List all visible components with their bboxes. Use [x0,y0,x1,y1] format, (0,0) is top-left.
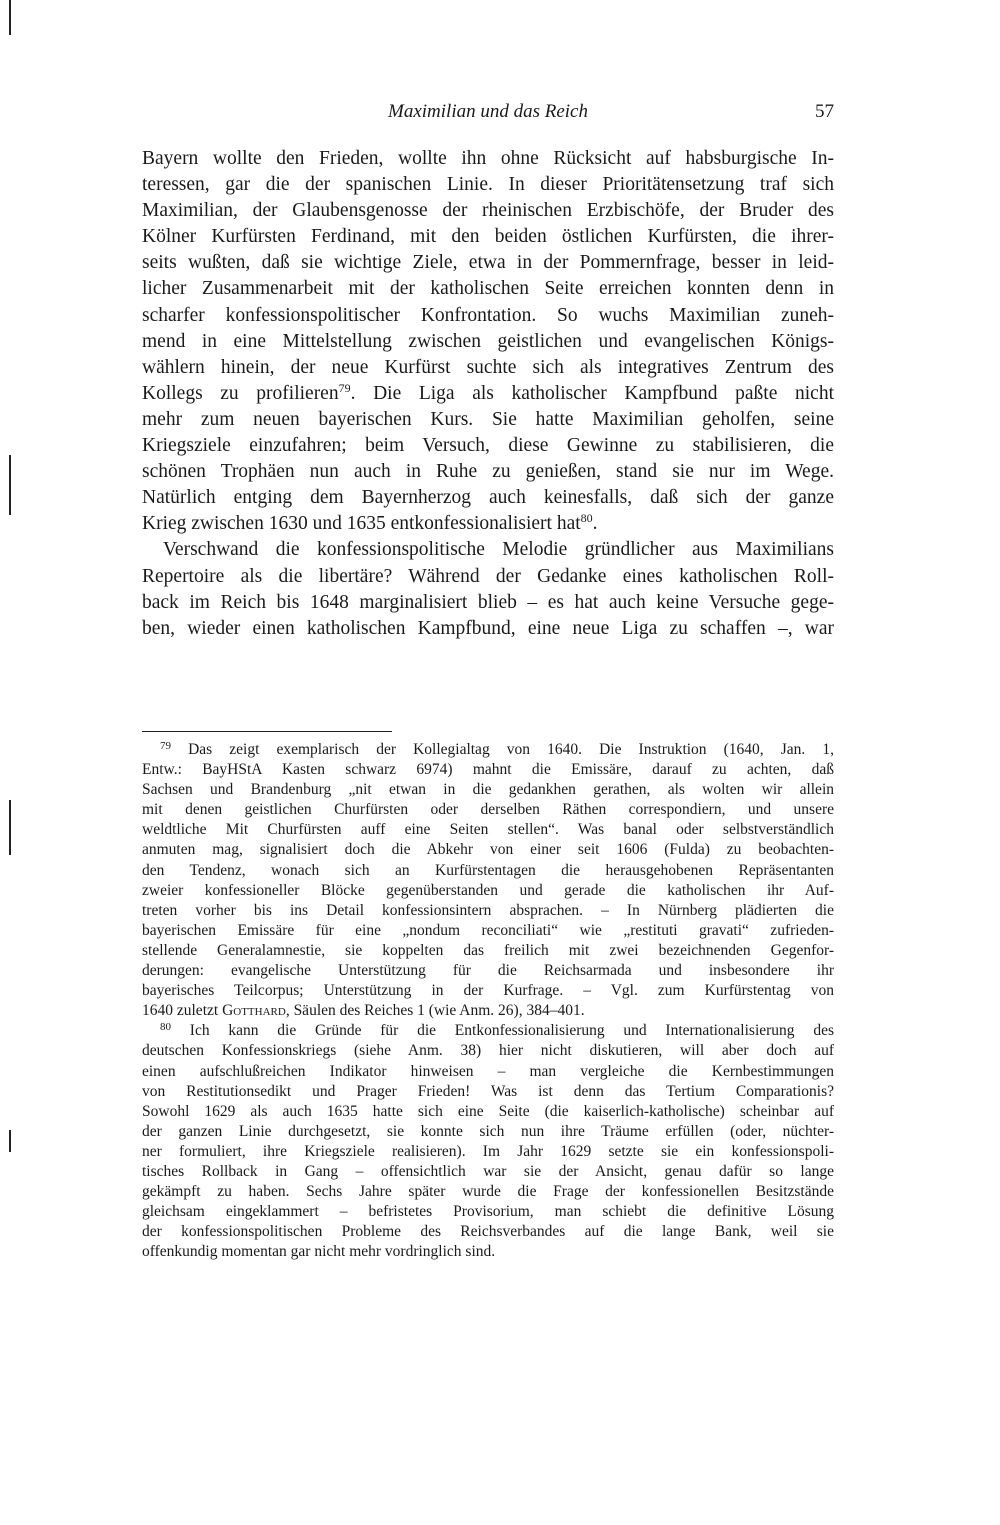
footnote-line: der konfessionspolitischen Probleme des Reichsverbandes auf die lange Bank, weil sie [142,1223,834,1241]
text-fragment: . Die Liga als katholischer Kampfbund paßte nicht [350,382,834,404]
text-fragment: . [592,513,598,535]
footnote-line: gekämpft zu haben. Sechs Jahre später wurde die Frage der konfessionellen Besitzstände [142,1183,834,1201]
scan-edge-mark [9,0,11,35]
footnote-line: stellende Generalamnestie, sie koppelten das freilich mit zwei bezeichnenden Gegenfor- [142,941,834,959]
text-fragment: Das zeigt exemplarisch der Kollegialtag von 1640. Die Instruktion (1640, Jan. 1, [188,741,835,758]
footnote-ref-80[interactable]: 80 [580,511,593,526]
text-fragment: , Säulen des Reiches 1 (wie Anm. 26), 384–401. [285,1002,585,1020]
text-line: licher Zusammenarbeit mit der katholischen Seite erreichen konnten denn in [142,278,834,300]
text-line: back im Reich bis 1648 marginalisiert blieb – es hat auch keine Versuche gege- [142,591,834,613]
text-line: Natürlich entging dem Bayernherzog auch keinesfalls, daß sich der ganze [142,487,834,509]
footnote-number: 80 [160,1021,171,1034]
footnote-line: deutschen Konfessionskriegs (siehe Anm. 38) hier nicht diskutieren, will aber doch auf [142,1042,834,1060]
footnote-line: tisches Rollback in Gang – offensichtlich war sie der Ansicht, genau dafür so lange [142,1162,834,1180]
footnote-line: anmuten mag, signalisiert doch die Abkehr von einer seit 1606 (Fulda) zu beobachten- [142,841,834,859]
text-line: mehr zum neuen bayerischen Kurs. Sie hatte Maximilian geholfen, seine [142,408,834,430]
footnote-line: ner formuliert, ihre Kriegsziele realisieren). Im Jahr 1629 setzte sie ein konfessionspoli- [142,1142,834,1160]
footnote-line: bayerisches Teilcorpus; Unterstützung in der Kurfrage. – Vgl. zum Kurfürstentag von [142,982,834,1000]
text-line [142,511,834,537]
footnote-line: derungen: evangelische Unterstützung für die Reichsarmada und insbesondere ihr [142,962,834,980]
text-line: Repertoire als die libertäre? Während der Gedanke eines katholischen Roll- [142,565,834,587]
footnote-80 [142,1021,834,1262]
text-line [142,381,834,407]
text-line: scharfer konfessionspolitischer Konfrontation. So wuchs Maximilian zuneh- [142,304,834,326]
scan-edge-mark [9,1130,11,1152]
text-line: wählern hinein, der neue Kurfürst suchte sich als integratives Zentrum des [142,356,834,378]
footnote-line [142,740,834,760]
text-line: teressen, gar die der spanischen Linie. In dieser Prioritätensetzung traf sich [142,174,834,196]
text-line: Maximilian, der Glaubensgenosse der rheinischen Erzbischöfe, der Bruder des [142,200,834,222]
footnote-number: 79 [160,740,171,752]
text-line: Kriegsziele einzufahren; beim Versuch, diese Gewinne zu stabilisieren, die [142,435,834,457]
text-fragment: Kollegs zu profilieren [142,382,339,404]
footnote-line: Sowohl 1629 als auch 1635 hatte sich eine Seite (die kaiserlich-katholische) scheinbar auf [142,1102,834,1120]
footnote-line: offenkundig momentan gar nicht mehr vordringlich sind. [142,1243,496,1261]
text-line: schönen Trophäen nun auch in Ruhe zu genießen, stand sie nur im Wege. [142,461,834,483]
text-line: seits wußten, daß sie wichtige Ziele, etwa in der Pommernfrage, besser in leid- [142,252,834,274]
footnote-79 [142,740,834,1021]
scan-edge-mark [9,800,11,855]
text-fragment: Ich kann die Gründe für die Entkonfessionalisierung und Internationalisierung des [189,1022,834,1040]
footnote-line: treten vorher bis ins Detail konfessionsintern absprachen. – In Nürnberg plädierten die [142,901,834,919]
text-line: Bayern wollte den Frieden, wollte ihn ohne Rücksicht auf habsburgische In- [142,148,834,169]
text-line: mend in eine Mittelstellung zwischen geistlichen und evangelischen Königs- [142,330,834,352]
footnote-line: Entw.: BayHStA Kasten schwarz 6974) mahnt die Emissäre, darauf zu achten, daß [142,761,834,779]
author-name: Gotthard [222,1002,286,1020]
text-line: Verschwand die konfessionspolitische Melodie gründlicher aus Maximilians [163,539,834,561]
text-fragment: 1640 zuletzt [142,1002,223,1020]
footnote-line: mit denen geistlichen Churfürsten oder derselben Räthen correspondiern, und unsere [142,801,834,819]
running-title: Maximilian und das Reich [388,101,588,122]
main-text [142,146,834,642]
page-number: 57 [815,101,834,122]
footnote-line [142,1001,834,1021]
footnote-line: weldtliche Mit Churfürsten auff eine Seiten stellen“. Was banal oder selbstverständlich [142,821,834,839]
footnote-line: gleichsam eingeklammert – befristetes Provisorium, man schiebt die definitive Lösung [142,1203,834,1221]
running-header [142,100,834,128]
footnote-line: den Tendenz, wonach sich an Kurfürstentagen die herausgehobenen Repräsentanten [142,861,834,879]
footnote-divider [142,731,392,732]
text-line: ben, wieder einen katholischen Kampfbund, eine neue Liga zu schaffen –, war [142,617,834,639]
footnote-line [142,1021,834,1041]
footnote-line: Sachsen und Brandenburg „nit etwan in die gedankhen gerathen, als wolten wir allein [142,781,834,799]
text-fragment: Krieg zwischen 1630 und 1635 entkonfessionalisiert hat [142,513,581,535]
scan-edge-mark [9,455,11,515]
footnote-line: einen aufschlußreichen Indikator hinweisen – man vergleiche die Kernbestimmungen [142,1062,834,1080]
footnote-ref-79[interactable]: 79 [338,380,351,395]
footnote-line: zweier konfessioneller Blöcke gegenüberstanden und gerade die katholischen ihr Auf- [142,881,834,899]
text-line: Kölner Kurfürsten Ferdinand, mit den beiden östlichen Kurfürsten, die ihrer- [142,226,834,248]
footnotes [142,740,834,1262]
footnote-line: von Restitutionsedikt und Prager Frieden! Was ist denn das Tertium Comparationis? [142,1082,834,1100]
footnote-line: bayerischen Emissäre für eine „nondum reconciliati“ wie „restituti gravati“ zufrieden- [142,921,834,939]
footnote-line: der ganzen Linie durchgesetzt, sie konnte sich nun ihre Träume erfüllen (oder, nüchter- [142,1122,834,1140]
